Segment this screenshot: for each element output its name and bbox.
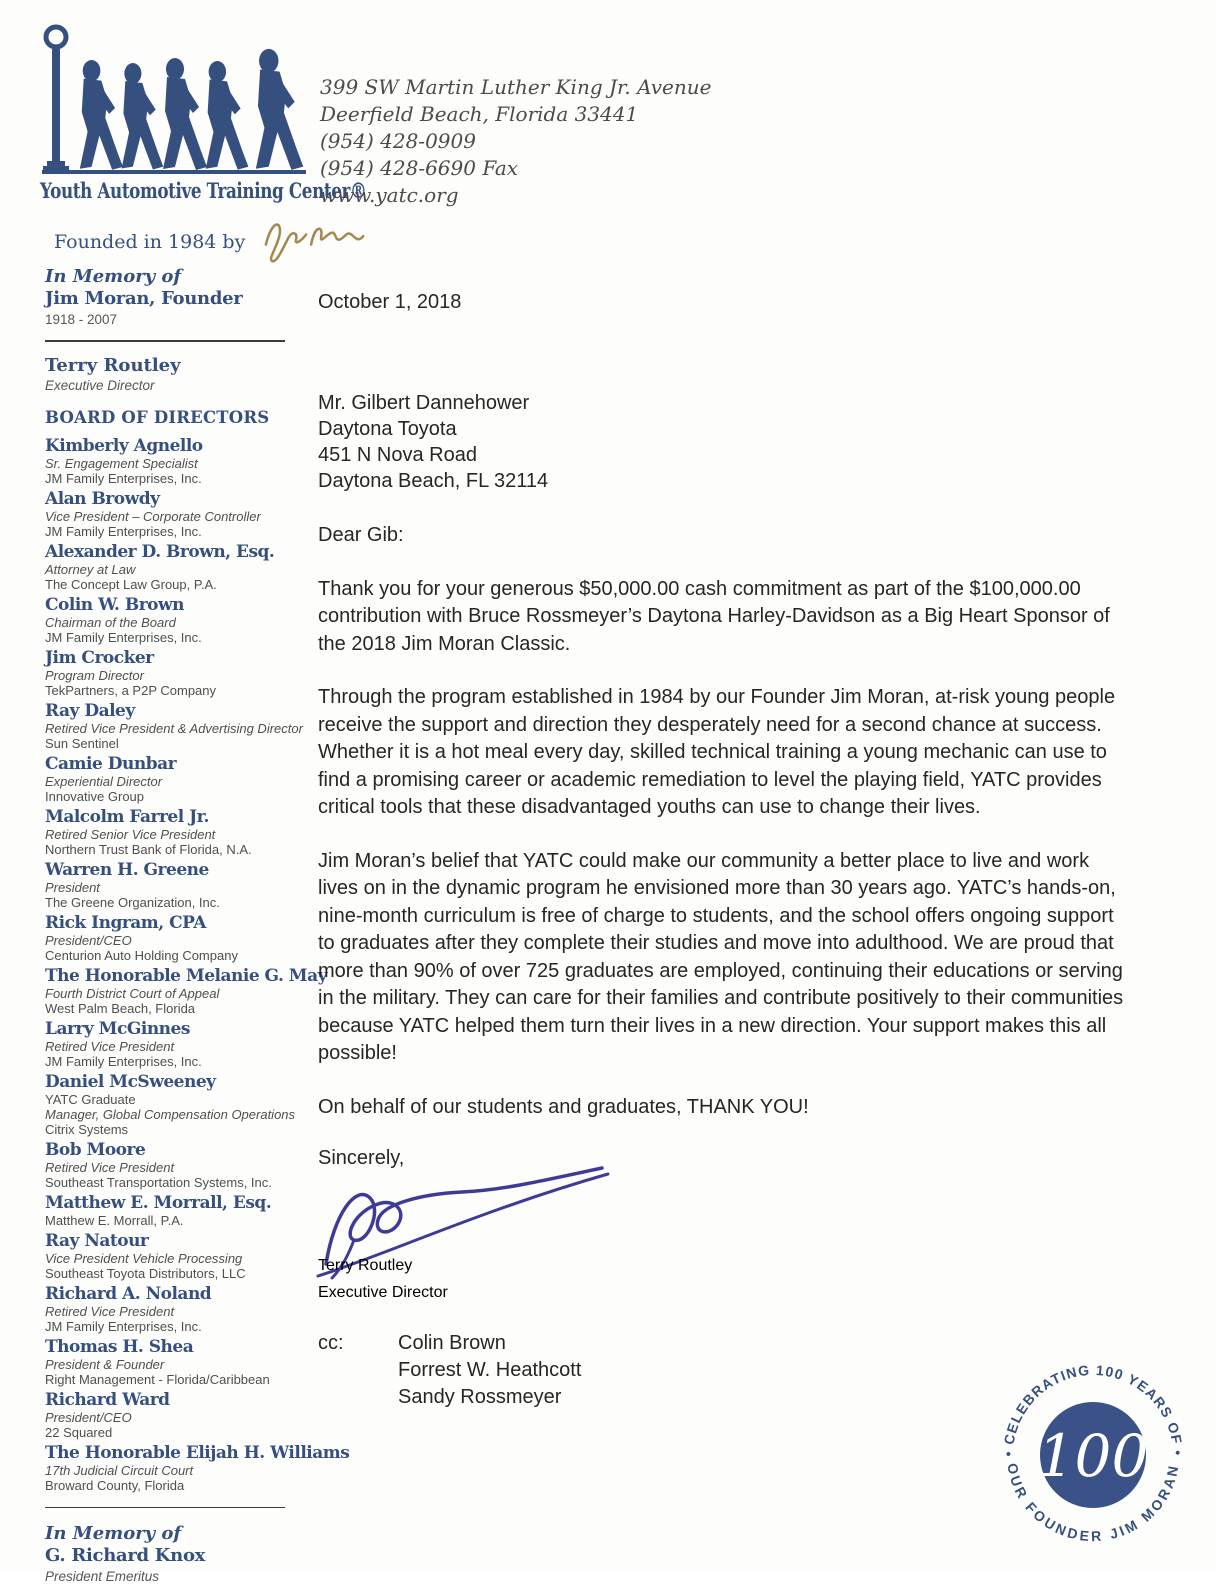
board-member	[45, 1390, 317, 1440]
board-member	[45, 807, 317, 857]
board-member-detail: Innovative Group	[45, 789, 145, 804]
signer-title: Executive Director	[318, 1284, 448, 1301]
letter-paragraph: Thank you for your generous $50,000.00 cash commitment as part of the $100,000.00 contribution with Bruce Rossmeyer’s Daytona Harley-Davidson as a Big Heart Sponsor of the 2018 Jim Moran Classic.	[318, 577, 1110, 655]
board-member	[45, 595, 317, 645]
badge-top-arc-text: • CELEBRATING 100 YEARS OF •	[999, 1361, 1187, 1457]
board-member-detail: YATC Graduate	[45, 1092, 136, 1107]
board-of-directors-heading: BOARD OF DIRECTORS	[45, 408, 270, 427]
board-member-detail: Program Director	[45, 668, 144, 683]
board-member-name: Camie Dunbar	[45, 754, 177, 774]
board-member-detail: Sun Sentinel	[45, 736, 119, 751]
board-member-detail: Retired Vice President	[45, 1039, 175, 1054]
board-member-detail: West Palm Beach, Florida	[45, 1001, 196, 1016]
board-member-detail: President	[45, 880, 100, 895]
board-member-detail: Southeast Transportation Systems, Inc.	[45, 1175, 272, 1190]
letter-paragraphs	[318, 576, 1124, 1068]
org-name: Youth Automotive Training Center®	[40, 178, 367, 203]
board-member-name: The Honorable Melanie G. May	[45, 966, 328, 986]
board-member	[45, 648, 317, 698]
cc-names	[398, 1330, 581, 1411]
board-member-name: Alan Browdy	[45, 489, 160, 509]
memorial-bottom	[45, 1523, 317, 1585]
board-member-detail: Chairman of the Board	[45, 615, 176, 630]
address-line: (954) 428-0909	[320, 129, 476, 153]
board-member-detail: Retired Vice President	[45, 1304, 175, 1319]
board-member-detail: JM Family Enterprises, Inc.	[45, 1319, 202, 1334]
board-member-detail: TekPartners, a P2P Company	[45, 683, 217, 698]
address-line: Deerfield Beach, Florida 33441	[320, 102, 639, 126]
board-member-name: Bob Moore	[45, 1140, 146, 1160]
board-member-name: Alexander D. Brown, Esq.	[45, 542, 275, 562]
board-member-detail: Attorney at Law	[45, 562, 136, 577]
badge-100-text: 100	[1037, 1422, 1149, 1490]
board-member-name: Richard Ward	[45, 1390, 170, 1410]
recipient-line: Daytona Toyota	[318, 418, 457, 440]
letter-paragraph: Jim Moran’s belief that YATC could make our community a better place to live and work lives on in the dynamic program he envisioned more than 30 years ago. YATC’s hands-on, nine-month curriculum is free of charge to students, and the school offers ongoing support to graduates after they complete their studies and move into adulthood. We are proud that more than 90% of over 725 graduates are employed, continuing their educations or serving in the military. They can care for their families and contribute positively to their communities because YATC helped them turn their lives in a new direction. Your support makes this all possible!	[318, 849, 1124, 1064]
sidebar-divider-bottom	[45, 1507, 285, 1508]
founded-row	[54, 211, 320, 263]
board-member-name: Thomas H. Shea	[45, 1337, 194, 1357]
board-member-detail: Manager, Global Compensation Operations	[45, 1107, 296, 1122]
letter-body	[318, 290, 1124, 1173]
memorial-bottom-label: In Memory of	[45, 1523, 182, 1544]
address-line: (954) 428-6690 Fax	[320, 156, 519, 180]
address-line: www.yatc.org	[320, 183, 459, 207]
board-member-name: Matthew E. Morrall, Esq.	[45, 1193, 272, 1213]
badge-bottom-arc-text: OUR FOUNDER JIM MORAN	[1004, 1461, 1182, 1545]
board-member-detail: The Concept Law Group, P.A.	[45, 577, 217, 592]
cc-name: Forrest W. Heathcott	[398, 1359, 582, 1381]
letterhead	[40, 22, 367, 263]
board-member	[45, 860, 317, 910]
cc-block	[318, 1330, 581, 1411]
board-member	[45, 436, 317, 486]
recipient-line: Daytona Beach, FL 32114	[318, 470, 549, 492]
yatc-walking-figures-logo	[40, 22, 310, 176]
board-member-name: The Honorable Elijah H. Williams	[45, 1443, 350, 1463]
board-member-detail: Retired Vice President	[45, 1160, 175, 1175]
board-member	[45, 542, 317, 592]
memorial-top-name: Jim Moran, Founder	[45, 288, 243, 309]
board-member-detail: Retired Senior Vice President	[45, 827, 216, 842]
board-member	[45, 1140, 317, 1190]
celebrating-100-years-badge	[988, 1350, 1198, 1560]
cc-name: Sandy Rossmeyer	[398, 1386, 562, 1408]
board-member-name: Malcolm Farrel Jr.	[45, 807, 209, 827]
board-member-name: Rick Ingram, CPA	[45, 913, 206, 933]
memorial-top-years: 1918 - 2007	[45, 312, 118, 327]
board-member-detail: Broward County, Florida	[45, 1478, 185, 1493]
board-member-name: Ray Natour	[45, 1231, 149, 1251]
board-member-detail: JM Family Enterprises, Inc.	[45, 1054, 202, 1069]
board-member	[45, 701, 317, 751]
board-member-detail: Retired Vice President & Advertising Director	[45, 721, 303, 736]
board-member	[45, 1284, 317, 1334]
founded-line: Founded in 1984 by	[54, 231, 246, 253]
board-member	[45, 754, 317, 804]
recipient-line: 451 N Nova Road	[318, 444, 477, 466]
board-member-detail: Matthew E. Morrall, P.A.	[45, 1213, 184, 1228]
board-member-name: Larry McGinnes	[45, 1019, 190, 1039]
board-member-name: Kimberly Agnello	[45, 436, 203, 456]
letter-date: October 1, 2018	[318, 291, 462, 313]
recipient-line: Mr. Gilbert Dannehower	[318, 392, 530, 414]
board-member-name: Ray Daley	[45, 701, 135, 721]
salutation: Dear Gib:	[318, 524, 404, 546]
board-member-detail: Citrix Systems	[45, 1122, 129, 1137]
signer-name: Terry Routley	[318, 1257, 413, 1274]
board-member	[45, 489, 317, 539]
board-member-detail: President/CEO	[45, 1410, 132, 1425]
address-line: 399 SW Martin Luther King Jr. Avenue	[320, 75, 712, 99]
board-member	[45, 1072, 317, 1137]
board-member-detail: Centurion Auto Holding Company	[45, 948, 238, 963]
lamp-icon	[46, 27, 66, 47]
thank-you-line: On behalf of our students and graduates, THANK YOU!	[318, 1095, 809, 1118]
board-member	[45, 966, 328, 1016]
board-member-detail: JM Family Enterprises, Inc.	[45, 524, 202, 539]
board-member-detail: Vice President Vehicle Processing	[45, 1251, 243, 1266]
director-title: Executive Director	[45, 378, 155, 393]
board-member-name: Daniel McSweeney	[45, 1072, 216, 1092]
closing: Sincerely,	[318, 1147, 405, 1169]
board-member	[45, 1193, 317, 1228]
board-member-detail: 22 Squared	[45, 1425, 113, 1440]
board-member-detail: Fourth District Court of Appeal	[45, 986, 220, 1001]
cc-label: cc:	[318, 1332, 344, 1354]
memorial-top	[45, 266, 317, 328]
board-member-detail: 17th Judicial Circuit Court	[45, 1463, 194, 1478]
board-member	[45, 913, 317, 963]
board-member-name: Jim Crocker	[45, 648, 154, 668]
board-member-detail: Right Management - Florida/Caribbean	[45, 1372, 270, 1387]
board-member-detail: Southeast Toyota Distributors, LLC	[45, 1266, 246, 1281]
board-member-name: Richard A. Noland	[45, 1284, 212, 1304]
signer-block	[318, 1252, 448, 1306]
board-member-detail: President & Founder	[45, 1357, 165, 1372]
board-member-name: Warren H. Greene	[45, 860, 209, 880]
memorial-bottom-title: President Emeritus	[45, 1569, 160, 1584]
board-member-detail: Sr. Engagement Specialist	[45, 456, 198, 471]
jim-moran-founder-signature	[253, 211, 371, 263]
board-member	[45, 1443, 350, 1493]
memorial-bottom-name: G. Richard Knox	[45, 1545, 206, 1566]
director-name: Terry Routley	[45, 355, 181, 376]
sidebar-divider	[45, 340, 285, 342]
executive-director-block	[45, 355, 317, 394]
cc-name: Colin Brown	[398, 1332, 506, 1354]
board-member-detail: The Greene Organization, Inc.	[45, 895, 220, 910]
board-member-detail: JM Family Enterprises, Inc.	[45, 471, 202, 486]
board-member-name: Colin W. Brown	[45, 595, 185, 615]
board-member	[45, 1337, 317, 1387]
recipient-address	[318, 390, 1124, 494]
board-member-detail: President/CEO	[45, 933, 132, 948]
board-member-detail: JM Family Enterprises, Inc.	[45, 630, 202, 645]
letter-paragraph: Through the program established in 1984 by our Founder Jim Moran, at-risk young people receive the support and direction they desperately need for a second chance at success. Whether it is a hot meal every day, skilled technical training a young mechanic can use to find a promising career or academic remediation to level the playing field, YATC provides critical tools that these disadvantaged youths can use to change their lives.	[318, 686, 1116, 818]
memorial-top-label: In Memory of	[45, 266, 182, 287]
board-member	[45, 1019, 317, 1069]
board-member-detail: Northern Trust Bank of Florida, N.A.	[45, 842, 252, 857]
board-member-detail: Vice President – Corporate Controller	[45, 509, 261, 524]
board-member-detail: Experiential Director	[45, 774, 163, 789]
board-member	[45, 1231, 317, 1281]
address-block	[320, 74, 711, 209]
